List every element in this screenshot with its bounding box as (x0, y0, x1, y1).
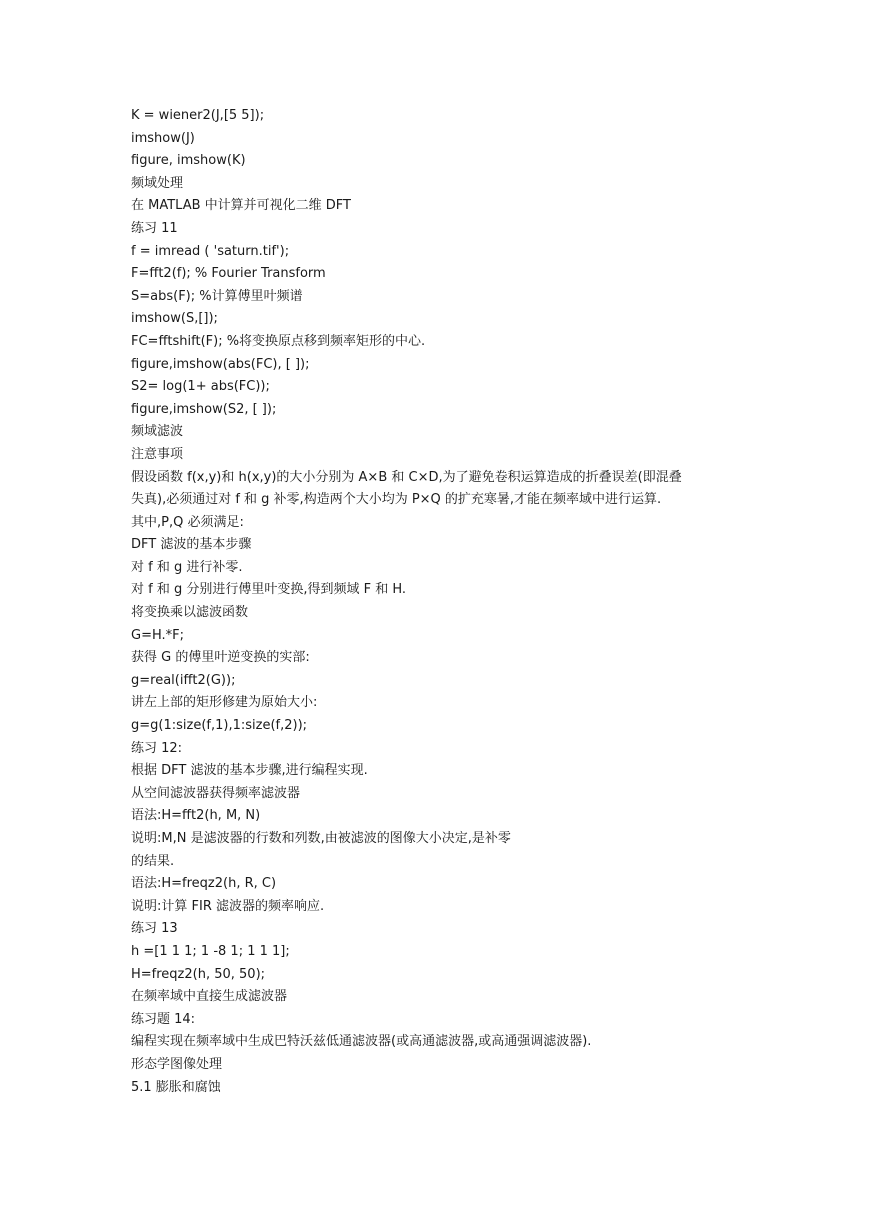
code-line-imshow-j: imshow(J) (131, 130, 195, 146)
exercise-label: 练习 11 (131, 220, 178, 236)
section-heading: 频域处理 (131, 175, 184, 191)
section-heading: 频域滤波 (131, 424, 184, 440)
code-line: S2= log(1+ abs(FC)); (131, 379, 270, 395)
step-line: 讲左上部的矩形修建为原始大小: (131, 695, 318, 711)
subsection-heading: 注意事项 (131, 446, 184, 462)
code-line: imshow(S,[]); (131, 311, 218, 327)
code-line: S=abs(F); %计算傅里叶频谱 (131, 288, 303, 304)
paragraph-line: 根据 DFT 滤波的基本步骤,进行编程实现. (131, 763, 368, 779)
paragraph-line: 说明:计算 FIR 滤波器的频率响应. (131, 898, 325, 914)
exercise-label: 练习 12: (131, 740, 183, 756)
code-line: FC=fftshift(F); %将变换原点移到频率矩形的中心. (131, 333, 426, 349)
step-line: 对 f 和 g 分别进行傅里叶变换,得到频域 F 和 H. (131, 582, 407, 598)
exercise-label: 练习 13 (131, 921, 178, 937)
paragraph-line: 的结果. (131, 853, 175, 869)
syntax-line: 语法:H=fft2(h, M, N) (131, 808, 261, 824)
paragraph-line: 说明:M,N 是滤波器的行数和列数,由被滤波的图像大小决定,是补零 (131, 831, 511, 846)
exercise-label: 练习题 14: (131, 1011, 196, 1027)
code-line: F=fft2(f); % Fourier Transform (131, 266, 326, 282)
code-line-figure-imshow-k: figure, imshow(K) (131, 153, 246, 169)
step-line: 将变换乘以滤波函数 (131, 605, 249, 621)
subsection-heading: DFT 滤波的基本步骤 (131, 537, 252, 553)
paragraph-line: 编程实现在频率域中生成巴特沃兹低通滤波器(或高通滤波器,或高通强调滤波器). (131, 1034, 592, 1050)
syntax-line: 语法:H=freqz2(h, R, C) (131, 876, 277, 892)
code-line: figure,imshow(S2, [ ]); (131, 401, 277, 417)
code-line: H=freqz2(h, 50, 50); (131, 966, 266, 982)
step-line: 对 f 和 g 进行补零. (131, 559, 243, 575)
code-line: h =[1 1 1; 1 -8 1; 1 1 1]; (131, 943, 290, 959)
section-heading: 形态学图像处理 (131, 1056, 223, 1072)
code-line: G=H.*F; (131, 627, 185, 643)
paragraph-line: 其中,P,Q 必须满足: (131, 514, 244, 530)
code-line: f = imread ( 'saturn.tif'); (131, 243, 290, 259)
code-line-wiener2: K = wiener2(J,[5 5]); (131, 108, 265, 123)
code-line: g=real(ifft2(G)); (131, 672, 236, 688)
subsection-heading: 在频率域中直接生成滤波器 (131, 989, 288, 1005)
paragraph-line: 假设函数 f(x,y)和 h(x,y)的大小分别为 A×B 和 C×D,为了避免卷积运算造成的折叠误差(即混叠 (131, 469, 682, 485)
subsection-heading: 在 MATLAB 中计算并可视化二维 DFT (131, 198, 351, 214)
paragraph-line: 失真),必须通过对 f 和 g 补零,构造两个大小均为 P×Q 的扩充寒暑,才能在频率域中进行运算. (131, 492, 662, 508)
code-line: g=g(1:size(f,1),1:size(f,2)); (131, 718, 308, 734)
step-line: 获得 G 的傅里叶逆变换的实部: (131, 650, 310, 666)
code-line: figure,imshow(abs(FC), [ ]); (131, 356, 310, 372)
subsection-heading: 5.1 膨胀和腐蚀 (131, 1079, 221, 1095)
subsection-heading: 从空间滤波器获得频率滤波器 (131, 785, 301, 801)
document-body (131, 105, 751, 1099)
